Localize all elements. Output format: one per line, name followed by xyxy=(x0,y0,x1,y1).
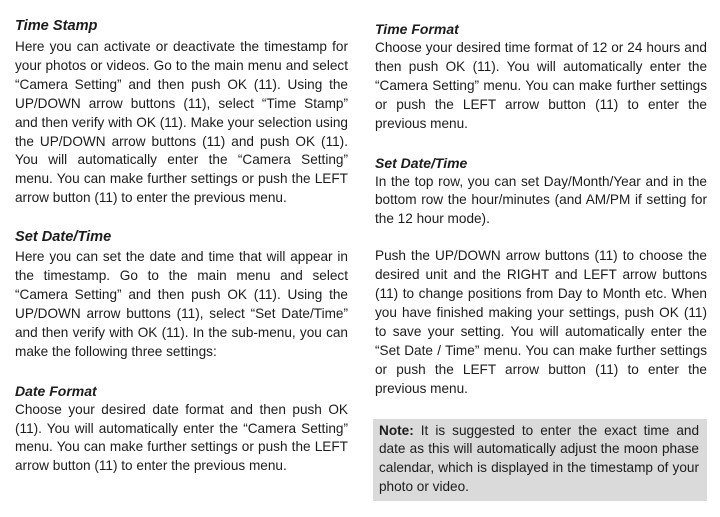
set-date-time-rows-paragraph: In the top row, you can set Day/Month/Year and in the bottom row the hour/minutes (and AM/PM if setting for the 12 hour mode). xyxy=(375,173,707,227)
set-date-time-subheading: Set Date/Time xyxy=(375,154,468,171)
time-format-heading: Time Format xyxy=(375,21,459,37)
date-format-heading: Date Format xyxy=(15,382,97,399)
right-column xyxy=(375,0,707,501)
set-date-time-heading: Set Date/Time xyxy=(15,229,112,246)
time-format-paragraph: Choose your desired time format of 12 or 24 hours and then push OK (11). You will automatically enter the “Camera Setting” menu. You can make further settings or push the LEFT arrow button (11) to enter the previous menu. xyxy=(375,40,707,131)
note-text: It is suggested to enter the exact time and date as this will automatically adjust the moon phase calendar, which is displayed in the timestamp of your photo or video. xyxy=(379,422,699,495)
date-format-paragraph: Choose your desired date format and then push OK (11). You will automatically enter the “Camera Setting” menu. You can make further settings or push the LEFT arrow button (11) to enter the previous menu. xyxy=(15,401,348,474)
set-date-time-paragraph: Here you can set the date and time that will appear in the timestamp. Go to the main menu and select “Camera Setting” and then push OK (11). Using the UP/DOWN arrow buttons (11), select “Set Date/Time” and then verify with OK (11). In the sub-menu, you can make the following three settings: xyxy=(15,249,348,359)
time-stamp-heading: Time Stamp xyxy=(15,18,98,34)
push-buttons-paragraph: Push the UP/DOWN arrow buttons (11) to choose the desired unit and the RIGHT and LEFT arrow buttons (11) to change positions from Day to Month etc. When you have finished making your settings, push OK (11) to save your setting. You will automatically enter the “Set Date / Time” menu. You can make further settings or push the LEFT arrow button (11) to enter the previous menu. xyxy=(375,248,707,396)
time-stamp-paragraph: Here you can activate or deactivate the timestamp for your photos or videos. Go to the main menu and select “Camera Setting” and then push OK (11). Using the UP/DOWN arrow buttons (11), select “Time Stamp” and then verify with OK (11). Make your selection using the UP/DOWN arrow buttons (11) and push OK (11). You will automatically enter the “Camera Setting” menu. You can make further settings or push the LEFT arrow button (11) to enter the previous menu. xyxy=(15,39,348,206)
left-column xyxy=(15,0,348,476)
note-paragraph xyxy=(379,422,699,498)
note-box xyxy=(373,419,707,502)
note-label: Note: xyxy=(379,422,414,438)
